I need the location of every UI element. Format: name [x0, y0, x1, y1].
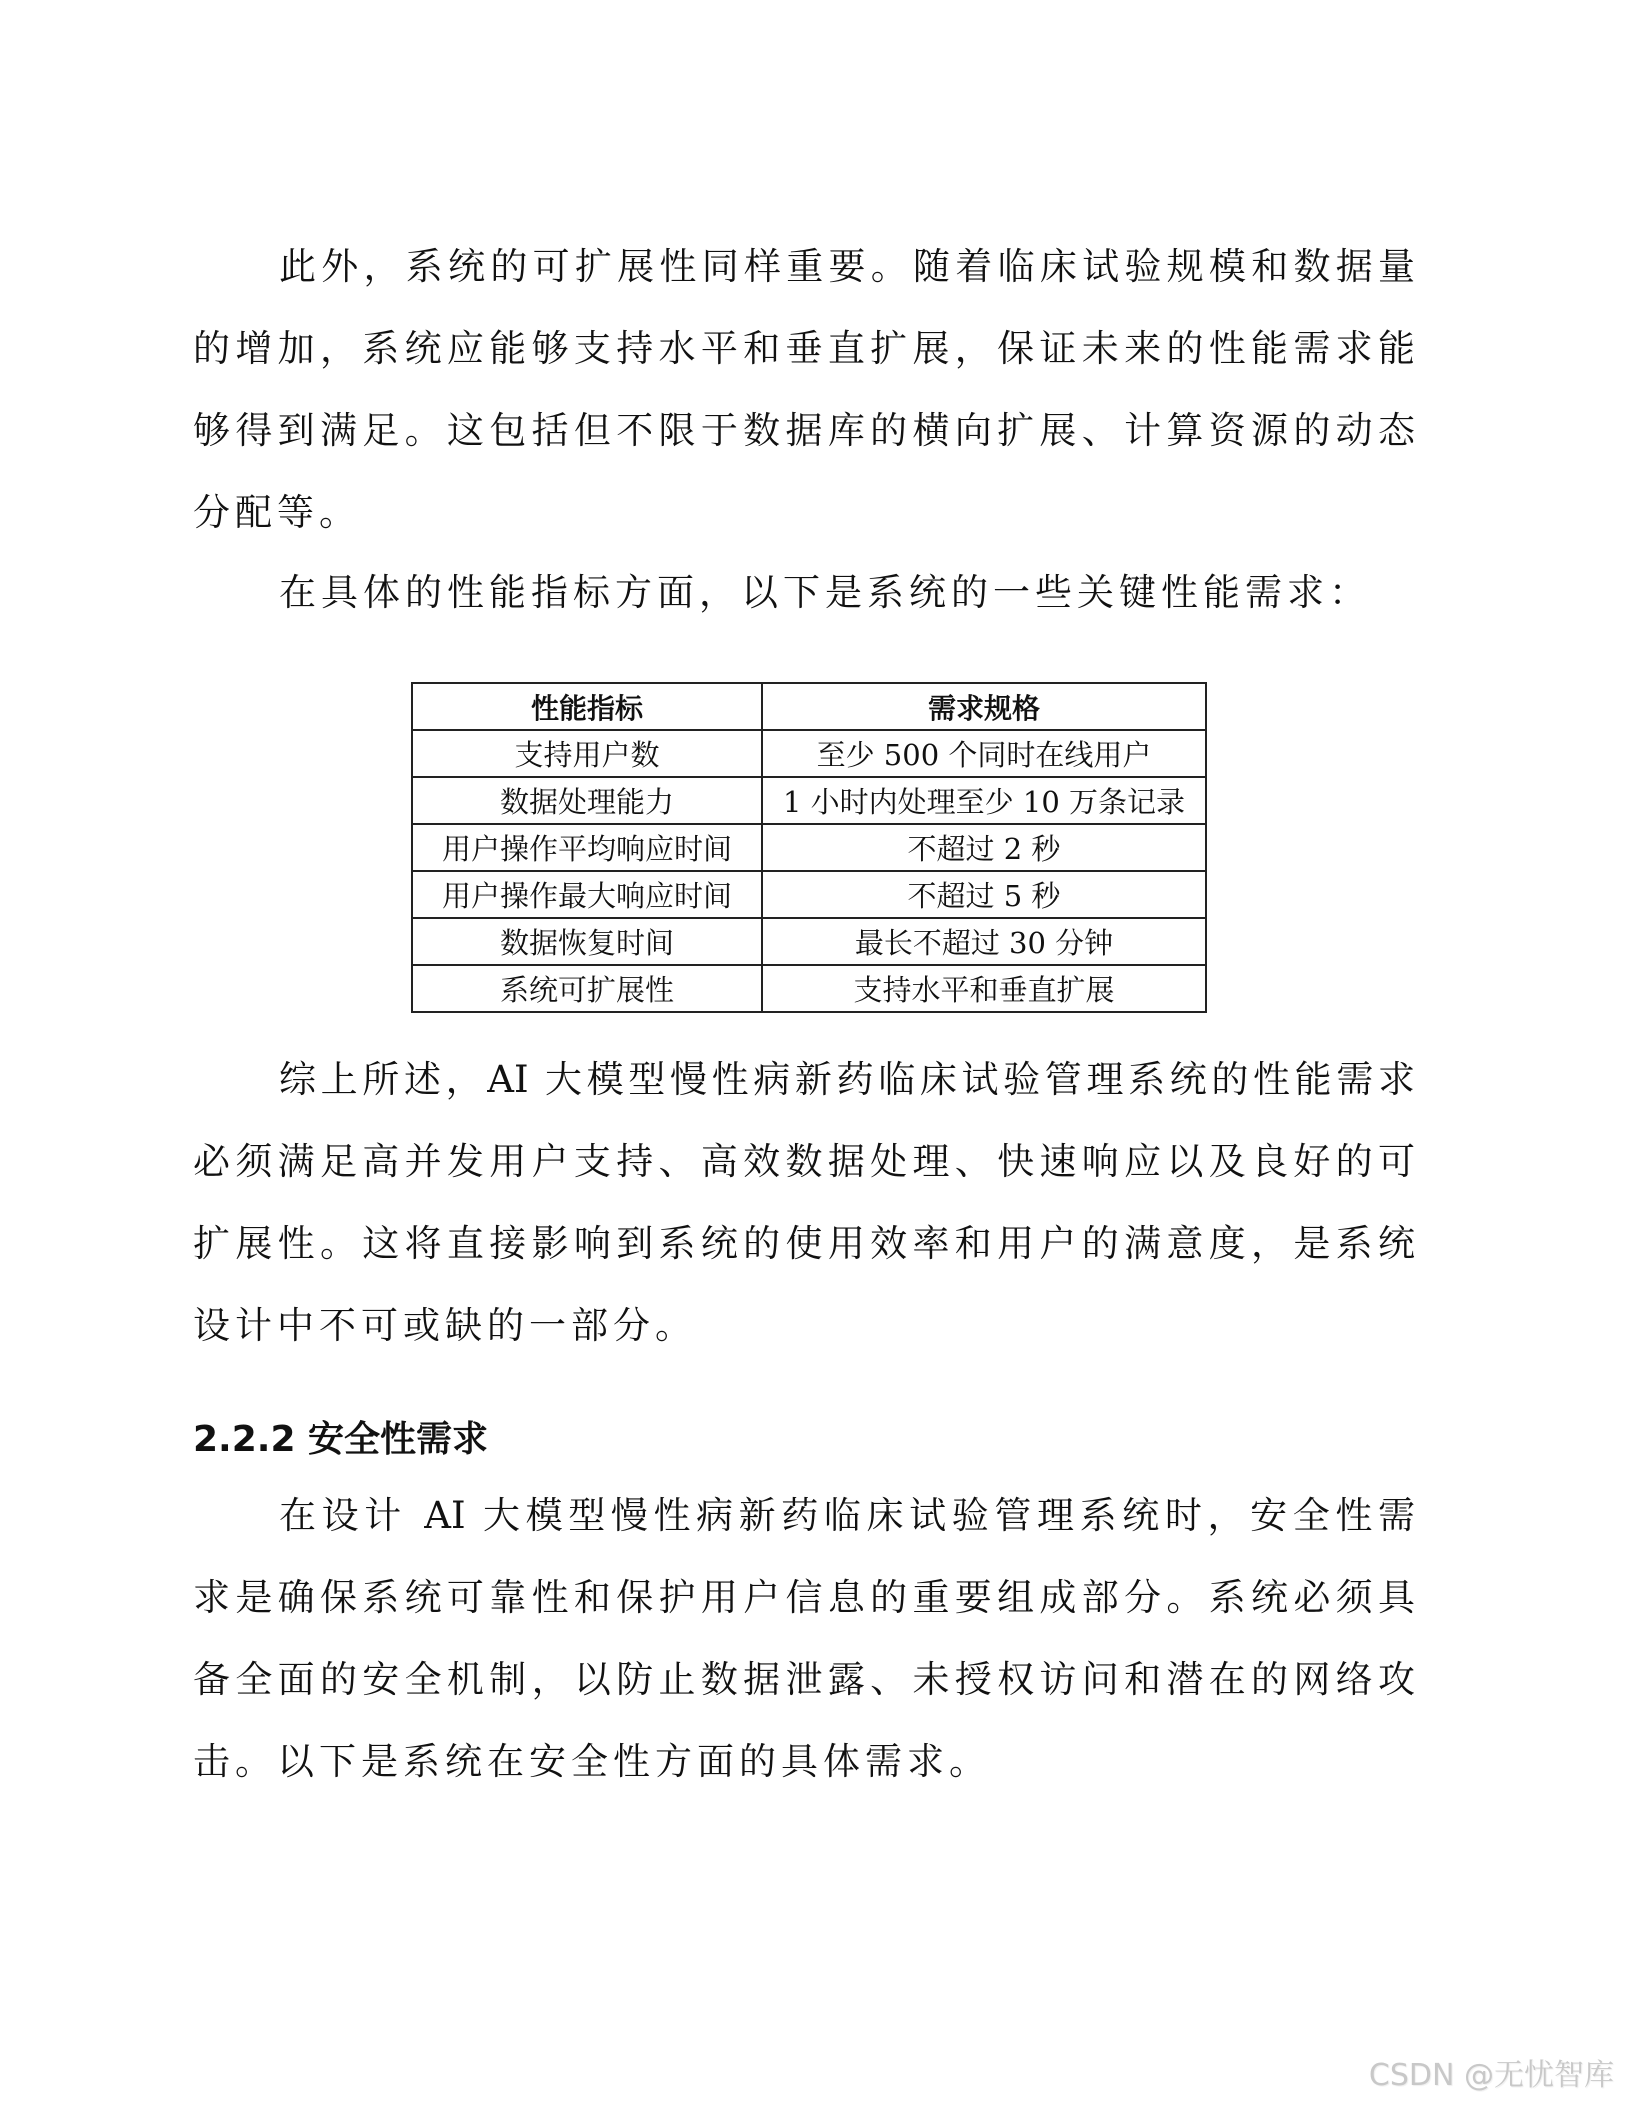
table-cell: 用户操作平均响应时间: [412, 824, 762, 871]
performance-table: [411, 682, 1207, 1013]
text-line: 综上所述，AI 大模型慢性病新药临床试验管理系统的性能需求: [279, 1058, 1415, 1101]
text-line: 够得到满足。这包括但不限于数据库的横向扩展、计算资源的动态: [193, 409, 1415, 452]
watermark: CSDN @无忧智库: [1368, 2058, 1614, 2093]
text-line: 必须满足高并发用户支持、高效数据处理、快速响应以及良好的可: [193, 1140, 1415, 1183]
table-cell: 1 小时内处理至少 10 万条记录: [762, 777, 1206, 824]
paragraph-summary: [193, 1039, 1415, 1367]
table-row: [412, 965, 1206, 1012]
table-cell: 数据处理能力: [412, 777, 762, 824]
table-row: [412, 824, 1206, 871]
table-row: [412, 918, 1206, 965]
table-cell: 支持水平和垂直扩展: [762, 965, 1206, 1012]
text-line: 设计中不可或缺的一部分。: [193, 1304, 697, 1347]
table-header-row: [412, 683, 1206, 730]
table-cell: 系统可扩展性: [412, 965, 762, 1012]
section-heading: 2.2.2 安全性需求: [193, 1419, 489, 1460]
table-cell: 至少 500 个同时在线用户: [762, 730, 1206, 777]
text-line: 在具体的性能指标方面，以下是系统的一些关键性能需求：: [279, 571, 1371, 614]
table-cell: 不超过 2 秒: [762, 824, 1206, 871]
table-row: [412, 730, 1206, 777]
table-cell: 数据恢复时间: [412, 918, 762, 965]
text-line: 在设计 AI 大模型慢性病新药临床试验管理系统时，安全性需: [279, 1494, 1415, 1537]
text-line: 分配等。: [193, 491, 361, 534]
paragraph-security: [193, 1475, 1415, 1803]
table-cell: 不超过 5 秒: [762, 871, 1206, 918]
table-cell: 支持用户数: [412, 730, 762, 777]
table-cell: 最长不超过 30 分钟: [762, 918, 1206, 965]
text-line: 备全面的安全机制，以防止数据泄露、未授权访问和潜在的网络攻: [193, 1658, 1415, 1701]
text-line: 击。以下是系统在安全性方面的具体需求。: [193, 1740, 991, 1783]
table-row: [412, 777, 1206, 824]
text-line: 此外，系统的可扩展性同样重要。随着临床试验规模和数据量: [279, 245, 1415, 288]
text-line: 求是确保系统可靠性和保护用户信息的重要组成部分。系统必须具: [193, 1576, 1415, 1619]
table-header: 性能指标: [412, 683, 762, 730]
text-line: 的增加，系统应能够支持水平和垂直扩展，保证未来的性能需求能: [193, 327, 1415, 370]
table-row: [412, 871, 1206, 918]
text-line: 扩展性。这将直接影响到系统的使用效率和用户的满意度，是系统: [193, 1222, 1415, 1265]
table-header: 需求规格: [762, 683, 1206, 730]
table-cell: 用户操作最大响应时间: [412, 871, 762, 918]
paragraph-scalability: [193, 226, 1415, 554]
paragraph-intro-table: [193, 552, 1415, 634]
